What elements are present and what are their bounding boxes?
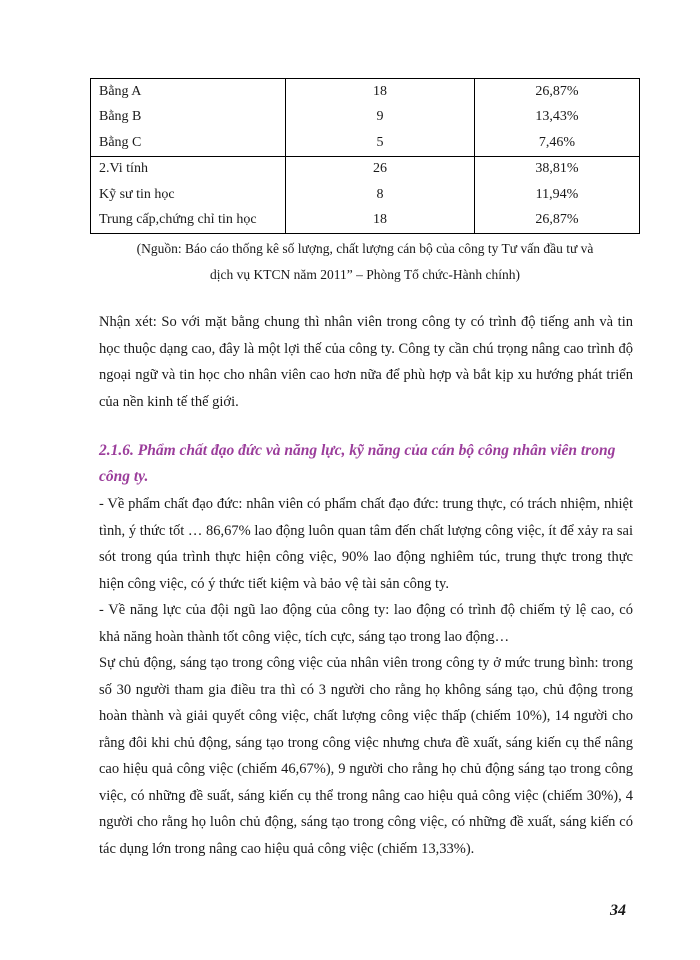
table-cell-label: Kỹ sư tin học [91,182,286,208]
qualification-table [90,78,640,234]
ethics-paragraph: - Về phẩm chất đạo đức: nhân viên có phẩm chất đạo đức: trung thực, có trách nhiệm, nhiệt tình, ý thức tốt … 86,67% lao động luôn quan tâm đến chất lượng công việc, ít để xảy ra sai sót trong qúa trình thực hiện công việc, 90% lao động nghiêm túc, trung thực trong thực hiện công việc, có ý thức tiết kiệm và bảo vệ tài sản công ty. [99,496,633,592]
table-cell-percent: 11,94% [475,182,640,208]
table-row [91,208,640,234]
table-cell-label: Trung cấp,chứng chỉ tin học [91,208,286,234]
table-cell-percent: 26,87% [475,208,640,234]
table-cell-count: 8 [286,182,475,208]
initiative-paragraph: Sự chủ động, sáng tạo trong công việc của nhân viên trong công ty ở mức trung bình: trong số 30 người tham gia điều tra thì có 3 người cho rằng họ không sáng tạo, chủ động trong hoàn thành và giải quyết công việc, chất lượng công việc thấp (chiếm 10%), 14 người cho rằng đôi khi chủ động, sáng tạo trong công việc nhưng chưa đề xuất, sáng kiến cụ thể nâng cao hiệu quả công việc (chiếm 46,67%), 9 người cho rằng họ chủ động sáng tạo trong công việc, có những đề suất, sáng kiến cụ thể trong nâng cao hiệu quả công việc (chiếm 30%), 4 người cho rằng họ luôn chủ động, sáng tạo trong công việc, có những đề xuất, sáng kiến có tác dụng lớn trong nâng cao hiệu quả công việc (chiếm 13,33%). [99,655,633,857]
table-cell-count: 18 [286,208,475,234]
table-cell-percent: 38,81% [475,156,640,182]
table-cell-percent: 26,87% [475,79,640,105]
table-cell-label: Bằng B [91,105,286,131]
table-row [91,105,640,131]
table-cell-count: 9 [286,105,475,131]
table-source-note [90,236,640,288]
section-heading: 2.1.6. Phẩm chất đạo đức và năng lực, kỹ năng của cán bộ công nhân viên trong công ty. [99,442,616,485]
remark-paragraph: Nhận xét: So với mặt bằng chung thì nhân viên trong công ty có trình độ tiếng anh và tin học thuộc dạng cao, đây là một lợi thế của công ty. Công ty cần chú trọng nâng cao trình độ ngoại ngữ và tin học cho nhân viên cao hơn nữa để phù hợp và bắt kịp xu hướng phát triển của nền kinh tế thế giới. [99,314,633,410]
capacity-paragraph: - Về năng lực của đội ngũ lao động của công ty: lao động có trình độ chiếm tỷ lệ cao, có khả năng hoàn thành tốt công việc, tích cực, sáng tạo trong lao động… [99,602,633,645]
table-cell-percent: 13,43% [475,105,640,131]
table-cell-label: 2.Vi tính [91,156,286,182]
table-cell-count: 5 [286,130,475,156]
table-cell-label: Bằng A [91,79,286,105]
page-number: 34 [610,902,626,919]
table-row [91,182,640,208]
table-row [91,130,640,156]
table-row [91,156,640,182]
table-cell-count: 26 [286,156,475,182]
table-cell-count: 18 [286,79,475,105]
table-cell-percent: 7,46% [475,130,640,156]
table-cell-label: Bằng C [91,130,286,156]
source-line-1: (Nguồn: Báo cáo thống kê số lượng, chất lượng cán bộ của công ty Tư vấn đầu tư và [136,241,594,256]
source-line-2: dịch vụ KTCN năm 2011” – Phòng Tổ chức-Hành chính) [210,267,520,282]
table-row [91,79,640,105]
